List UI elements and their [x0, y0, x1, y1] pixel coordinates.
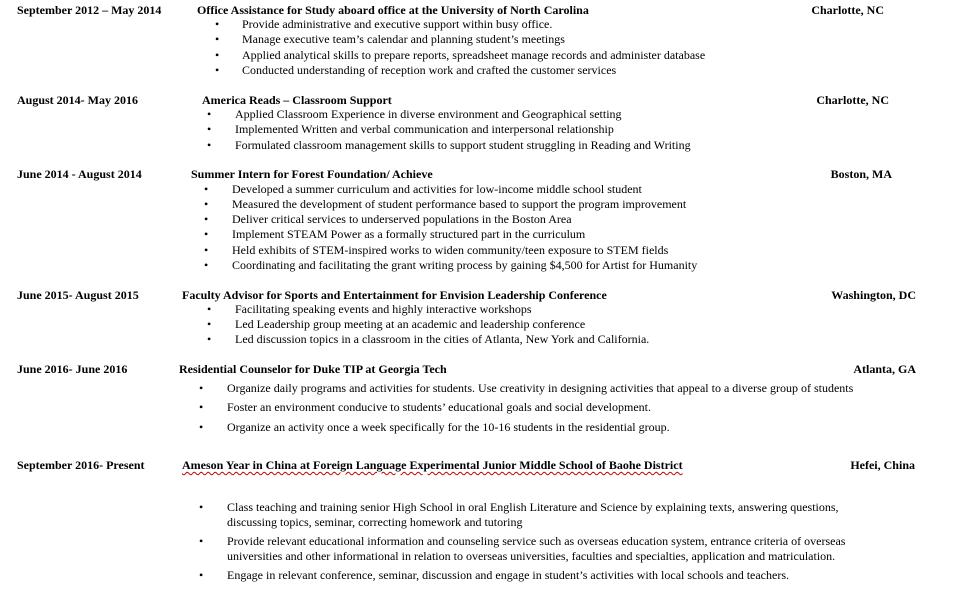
- bullet-icon: •: [204, 182, 209, 196]
- entry-dates: June 2016- June 2016: [17, 362, 128, 376]
- entry-title: Faculty Advisor for Sports and Entertainment for Envision Leadership Conference: [182, 288, 607, 302]
- bullet-icon: •: [207, 317, 212, 331]
- bullet-text: Formulated classroom management skills to support student struggling in Reading and Writing: [235, 138, 691, 152]
- bullet-text: Facilitating speaking events and highly interactive workshops: [235, 302, 532, 316]
- entry-location: Charlotte, NC: [816, 93, 889, 107]
- entry-title: America Reads – Classroom Support: [202, 93, 392, 107]
- bullet-text: Coordinating and facilitating the grant writing process by gaining $4,500 for Artist for Humanity: [232, 258, 698, 272]
- bullet-icon: •: [204, 243, 209, 257]
- bullet-icon: •: [204, 227, 209, 241]
- bullet-icon: •: [199, 420, 204, 434]
- entry-title: Residential Counselor for Duke TIP at Georgia Tech: [179, 362, 447, 376]
- bullet-icon: •: [199, 568, 204, 582]
- bullet-icon: •: [204, 197, 209, 211]
- entry-location: Boston, MA: [830, 167, 892, 181]
- bullet-text: Engage in relevant conference, seminar, discussion and engage in student’s activities with local schools and teachers.: [227, 568, 790, 582]
- bullet-icon: •: [207, 122, 212, 136]
- bullet-text: Held exhibits of STEM-inspired works to widen community/teen exposure to STEM fields: [232, 243, 669, 257]
- bullet-icon: •: [204, 212, 209, 226]
- bullet-text: Provide relevant educational information and counseling service such as overseas education system, entrance criteria of overseas universities and other informational in relation to overseas universities, faculties and specialties, application and matriculation.: [227, 534, 846, 563]
- bullet-text: Measured the development of student performance based to support the program improvement: [232, 197, 687, 211]
- bullet-text: Applied Classroom Experience in diverse environment and Geographical setting: [235, 107, 622, 121]
- bullet-icon: •: [207, 107, 212, 121]
- entry-title: Ameson Year in China at Foreign Language Experimental Junior Middle School of Baohe District: [182, 458, 683, 472]
- bullet-text: Manage executive team’s calendar and planning student’s meetings: [242, 32, 565, 46]
- bullet-text: Organize an activity once a week specifically for the 10-16 students in the residential group.: [227, 420, 670, 434]
- bullet-icon: •: [204, 258, 209, 272]
- bullet-text: Applied analytical skills to prepare reports, spreadsheet manage records and administer database: [242, 48, 706, 62]
- bullet-icon: •: [199, 500, 204, 514]
- entry-dates: June 2014 - August 2014: [17, 167, 142, 181]
- bullet-text: Class teaching and training senior High School in oral English Literature and Science by explaining texts, answering questions, discussing topics, seminar, correcting homework and tutoring: [227, 500, 839, 529]
- bullet-icon: •: [199, 381, 204, 395]
- bullet-icon: •: [215, 32, 220, 46]
- bullet-text: Conducted understanding of reception work and crafted the customer services: [242, 63, 617, 77]
- bullet-text: Led Leadership group meeting at an academic and leadership conference: [235, 317, 586, 331]
- entry-location: Charlotte, NC: [811, 3, 884, 17]
- entry-dates: September 2012 – May 2014: [17, 3, 162, 17]
- bullet-icon: •: [215, 48, 220, 62]
- entry-location: Atlanta, GA: [853, 362, 916, 376]
- entry-dates: June 2015- August 2015: [17, 288, 139, 302]
- bullet-icon: •: [199, 534, 204, 548]
- bullet-text: Provide administrative and executive support within busy office.: [242, 17, 553, 31]
- entry-location: Hefei, China: [850, 458, 915, 472]
- bullet-text: Organize daily programs and activities for students. Use creativity in designing activities that appeal to a diverse group of students: [227, 381, 854, 395]
- entry-title: Office Assistance for Study aboard office at the University of North Carolina: [197, 3, 589, 17]
- bullet-text: Foster an environment conducive to students’ educational goals and social development.: [227, 400, 651, 414]
- entry-title: Summer Intern for Forest Foundation/ Achieve: [191, 167, 433, 181]
- bullet-icon: •: [215, 17, 220, 31]
- bullet-text: Deliver critical services to underserved populations in the Boston Area: [232, 212, 572, 226]
- bullet-icon: •: [207, 138, 212, 152]
- bullet-icon: •: [207, 302, 212, 316]
- bullet-icon: •: [199, 400, 204, 414]
- bullet-text: Led discussion topics in a classroom in the cities of Atlanta, New York and California.: [235, 332, 650, 346]
- bullet-text: Implemented Written and verbal communication and interpersonal relationship: [235, 122, 614, 136]
- bullet-text: Implement STEAM Power as a formally structured part in the curriculum: [232, 227, 586, 241]
- entry-location: Washington, DC: [831, 288, 916, 302]
- bullet-text: Developed a summer curriculum and activities for low-income middle school student: [232, 182, 642, 196]
- entry-dates: August 2014- May 2016: [17, 93, 139, 107]
- bullet-icon: •: [215, 63, 220, 77]
- entry-dates: September 2016- Present: [17, 458, 145, 472]
- bullet-icon: •: [207, 332, 212, 346]
